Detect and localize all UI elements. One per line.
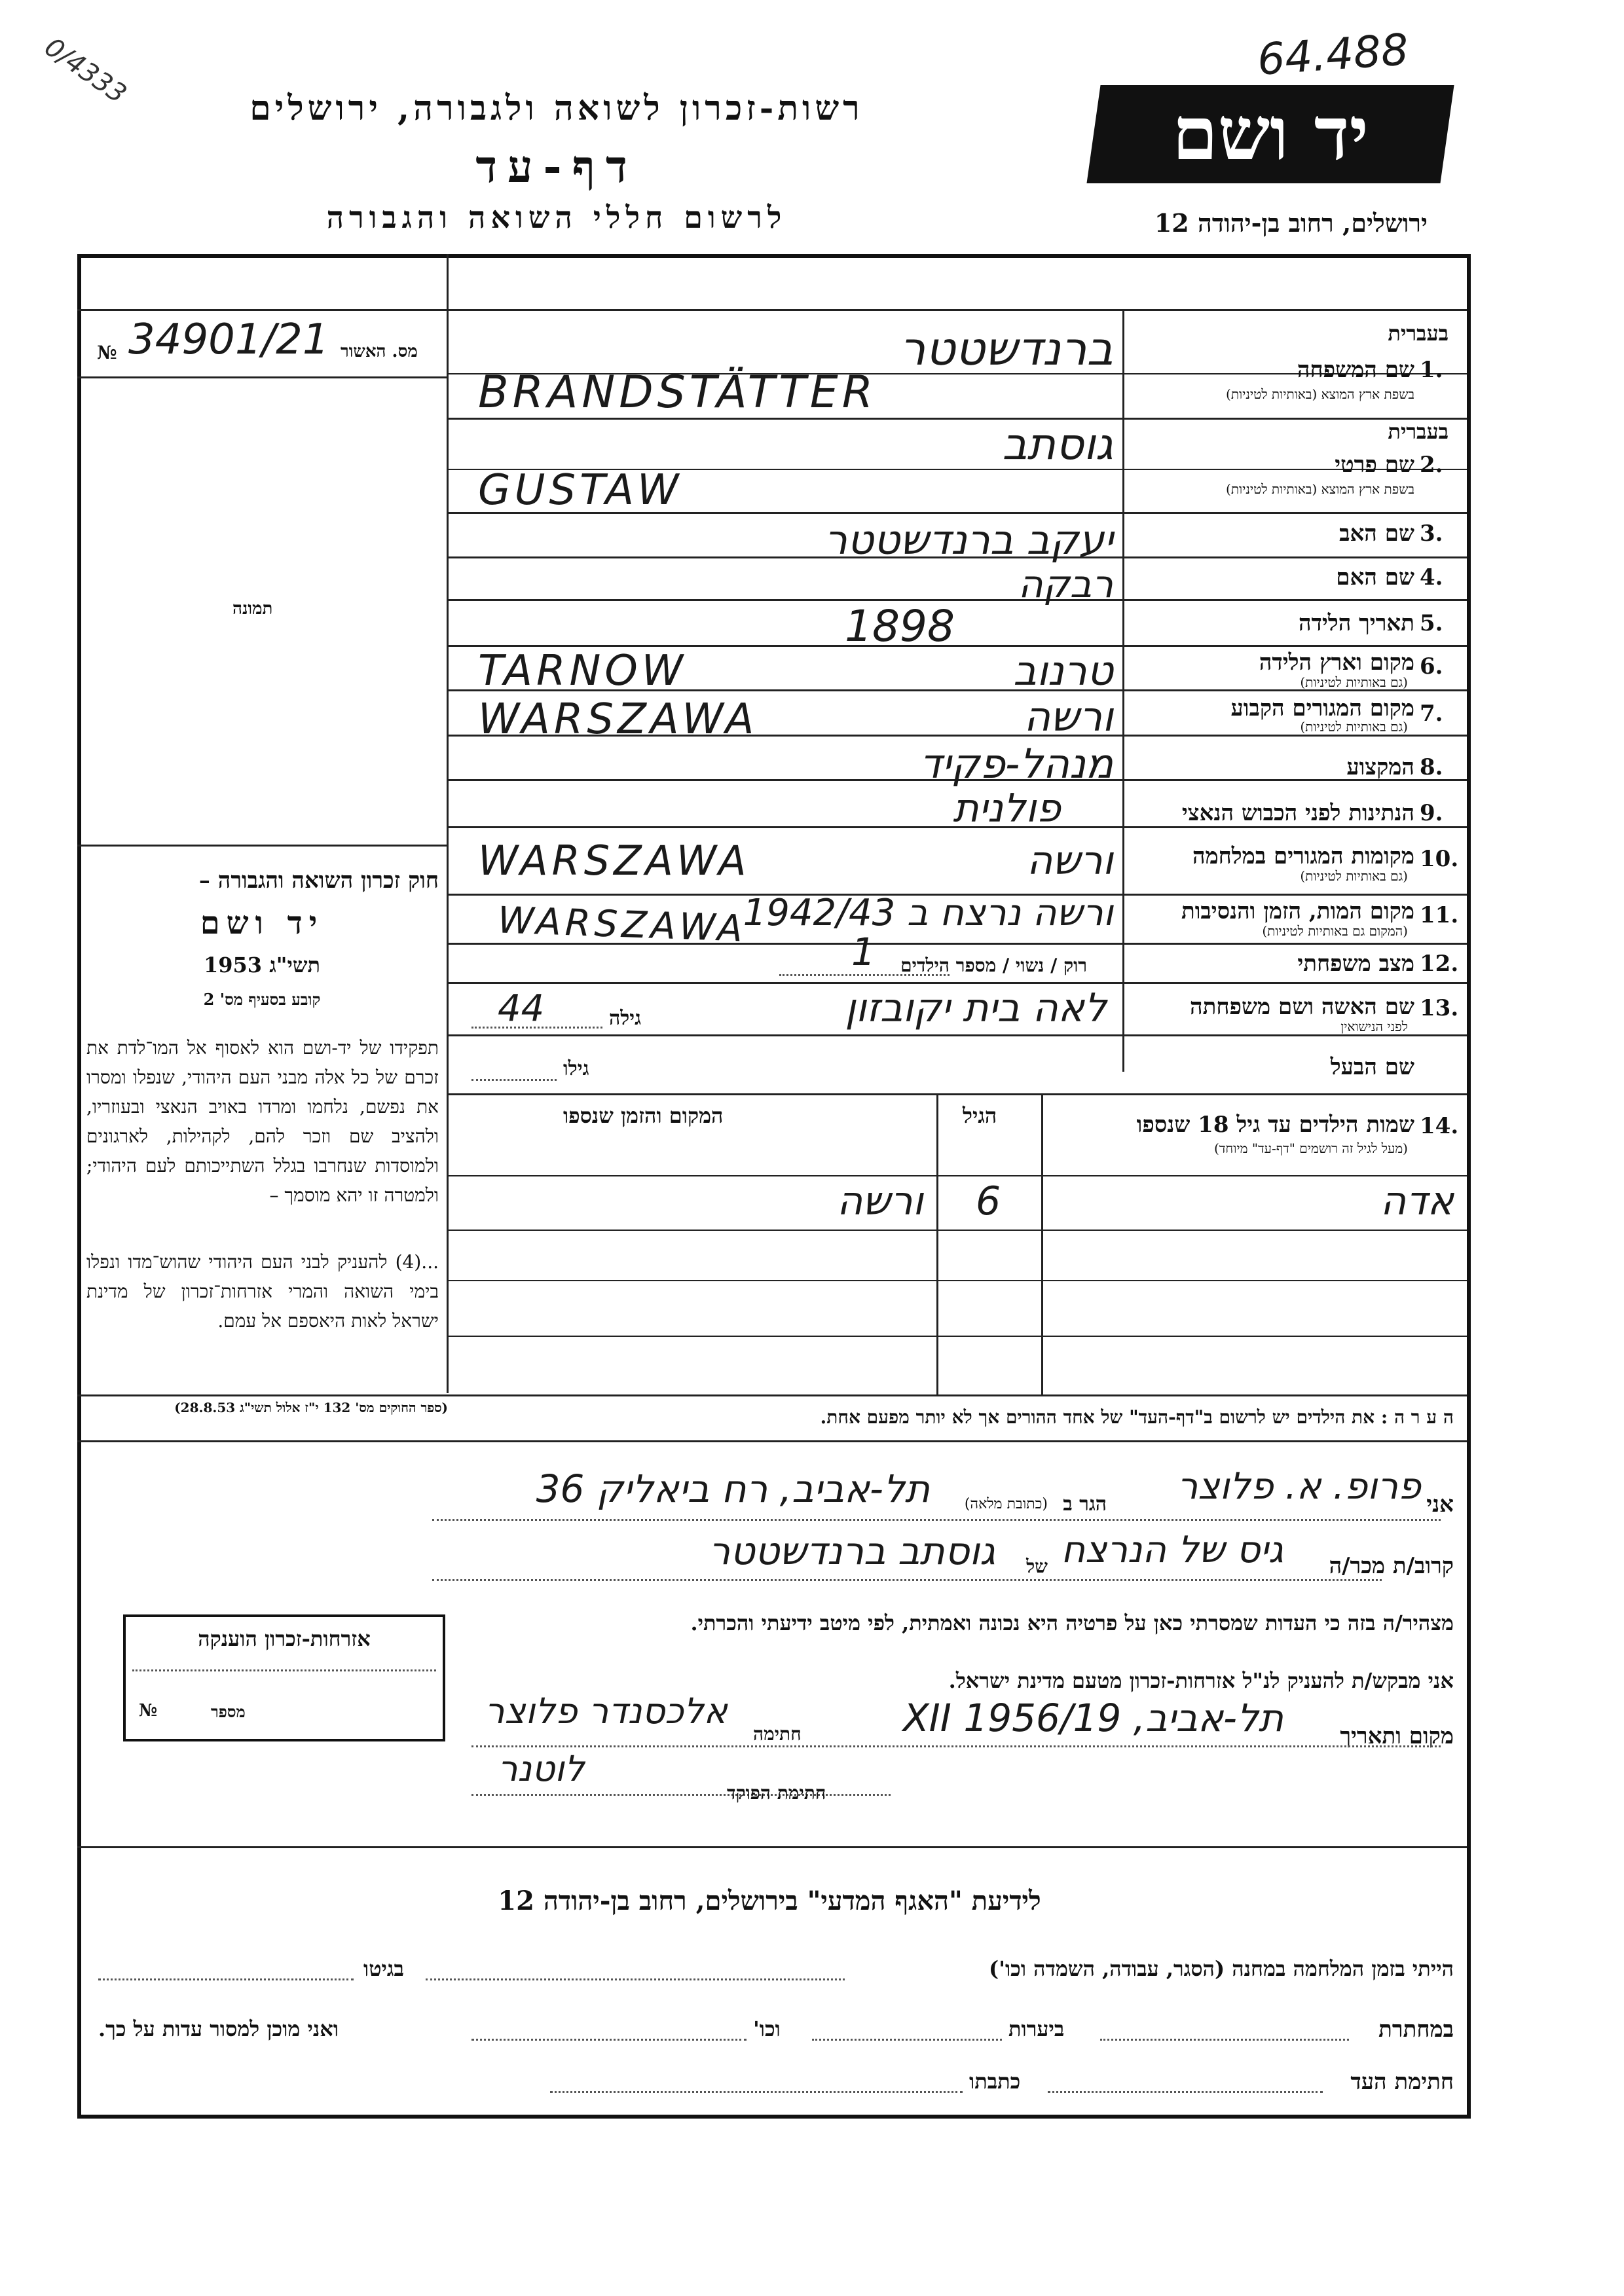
place-date-label: מקום ותאריך — [1340, 1723, 1454, 1749]
row6-number: 6. — [1420, 653, 1443, 680]
statement-request: אני מבקש/ת להעניק לנ"ל אזרחות-זכרון מטעם מדינת ישראל. — [948, 1668, 1454, 1693]
wartime-residence-latin: WARSZAWA — [478, 837, 750, 884]
row6-label: מקום וארץ הלידה — [1259, 649, 1414, 676]
officer-signature: לוטנר — [498, 1748, 585, 1789]
row10-number: 10. — [1420, 846, 1459, 872]
surname-hebrew: ברנדשטטר — [899, 322, 1113, 376]
row5-label: תאריך הלידה — [1298, 610, 1414, 636]
law-clause: קובע בסעיף מס' 2 — [203, 990, 321, 1009]
residence-hebrew: ורשה — [1024, 693, 1113, 740]
row5-number: 5. — [1420, 610, 1443, 636]
row11-number: 11. — [1420, 902, 1459, 928]
wartime-residence-hebrew: ורשה — [1027, 838, 1113, 884]
statement-truth: מצהיר/ה בזה כי העדות שמסרתי כאן על פרטיה היא נכונה ואמתית, לפי מיטב ידיעתי והכרתי. — [690, 1611, 1454, 1635]
row12-number: 12. — [1420, 951, 1459, 977]
declarant-address: תל-אביב, רח ביאליק 36 — [536, 1467, 930, 1511]
place-date-value: תל-אביב, 19/XII 1956 — [902, 1696, 1283, 1740]
row13-sublabel: לפני הנישואין — [1340, 1019, 1408, 1034]
relation-value: גיס של הנרצח — [1061, 1529, 1283, 1571]
row10-sublabel: (גם באותיות לטיניות) — [1300, 868, 1408, 884]
occupation: מנהל-פקיד — [919, 740, 1113, 788]
victim-name: גוסתב ברנדשטטר — [709, 1529, 995, 1573]
law-year: תשי"ג 1953 — [204, 953, 320, 977]
children-age-header: הגיל — [963, 1103, 997, 1128]
ready-label: ואני מוכן למסור עדות על כך. — [98, 2016, 339, 2041]
row12-label: מצב משפחתי — [1297, 951, 1414, 977]
ghetto-label: בגיטו — [363, 1956, 404, 1981]
residence-latin: WARSZAWA — [478, 695, 758, 744]
approval-number: 34901/21 — [128, 316, 329, 364]
document-subtitle: לרשום חללי השואה והגבורה — [326, 200, 787, 235]
death-details: ורשה נרצח ב 1942/43 — [743, 892, 1113, 934]
row14-label: שמות הילדים עד גיל 18 שנספו — [1136, 1112, 1414, 1138]
row2-number: 2. — [1420, 452, 1443, 478]
row11-label: מקום המות, הזמן והנסיבות — [1181, 898, 1414, 924]
signature-label: חתימה — [753, 1723, 802, 1745]
row6-sublabel: (גם באותיות לטיניות) — [1300, 674, 1408, 690]
corner-mark: 0/4333 — [39, 31, 132, 110]
declarant-i-label: אני — [1426, 1491, 1454, 1518]
footer-title: לידיעת "האגף המדעי" בירושלים, רחוב בן-יהודה 12 — [498, 1886, 1041, 1916]
row1-number: 1. — [1420, 357, 1443, 383]
birthplace-hebrew: טרנוב — [1013, 647, 1113, 695]
citizenship-number-prefix: № — [139, 1701, 158, 1721]
birth-date: 1898 — [845, 601, 955, 651]
nationality: פולנית — [953, 786, 1061, 831]
approval-label: מס. האשור — [341, 342, 418, 361]
row9-label: הנתינות לפני הכבוש הנאצי — [1181, 800, 1414, 826]
firstname-hebrew: גוסתב — [1002, 419, 1113, 469]
of-label: של — [1026, 1556, 1048, 1577]
row2-label: שם פרטי — [1335, 452, 1414, 478]
children-note: ה ע ר ה : את הילדים יש לרשום ב"דף-העד" של אחד ההורים אך לא יותר מפעם אחת. — [820, 1406, 1454, 1428]
approval-prefix: № — [97, 342, 117, 363]
row13-number: 13. — [1420, 995, 1459, 1021]
law-text-purpose: תפקידו של יד-ושם הוא לאסוף אל המו־לדת את זכרם של כל אלה מבני העם היהודי, שנפלו ומסרו את נפשם, נלחמו ומרדו באויב הנאצי ובעוזריו, ולהציב שם וזכר להם, לקהילות, לארגונים ולמוסדות שנחרבו בגלל השתייכותם לעם היהודי; ולמטרה זו יהא מוסמך – — [86, 1037, 439, 1206]
children-count: 1 — [851, 930, 876, 974]
officer-label: חתימת הפוקד — [727, 1782, 826, 1804]
marital-options: רוק / נשוי / מספר הילדים — [900, 955, 1087, 976]
hebrew-marker-2: בעברית — [1388, 419, 1449, 444]
row14-sublabel: (מעל לגיל זה רושמים "דף-עד" מיוחד) — [1214, 1140, 1408, 1156]
death-place-latin: WARSZAWA — [496, 899, 747, 951]
row2-sublabel: בשפת ארץ המוצא (באותיות לטיניות) — [1226, 481, 1414, 497]
row13-label: שם האשה ושם משפחתה — [1190, 994, 1414, 1020]
etc-label: וכו' — [753, 2016, 781, 2041]
law-title: חוק זכרון השואה והגבורה – — [198, 867, 439, 894]
header-address: ירושלים, רחוב בן-יהודה 12 — [1154, 208, 1428, 238]
authority-title: רשות-זכרון לשואה ולגבורה, ירושלים — [249, 88, 864, 128]
husband-label: שם הבעל — [1330, 1054, 1414, 1080]
yad-vashem-logo — [1086, 85, 1454, 183]
law-source: (ספר החוקים מס' 132 י"ז אלול תשי"ג 28.8.53) — [174, 1400, 448, 1415]
wife-age: 44 — [498, 987, 545, 1030]
row4-label: שם האם — [1336, 564, 1414, 591]
witness-address-label: כתבתו — [969, 2069, 1021, 2094]
child-age: 6 — [976, 1178, 1001, 1224]
declarant-name: פרופ. א. פלוצר — [1177, 1465, 1421, 1508]
row11-sublabel: (המקום גם באותיות לטיניות) — [1262, 923, 1408, 939]
birthplace-latin: TARNOW — [478, 647, 687, 695]
logo-text: יד ושם — [1172, 91, 1369, 177]
husband-age-label: גילו — [563, 1057, 589, 1080]
witness-label: חתימת העד — [1350, 2069, 1454, 2095]
row8-label: המקצוע — [1346, 754, 1414, 780]
declarant-signature: אלכסנדר פלוצר — [485, 1690, 728, 1732]
forests-label: ביערות — [1008, 2016, 1065, 2041]
wife-age-label: גילה — [609, 1007, 642, 1030]
mother-name: רבקה — [1018, 562, 1113, 606]
document-title: דף-עד — [475, 141, 638, 193]
row8-number: 8. — [1420, 754, 1443, 780]
father-name: יעקב ברנדשטטר — [824, 516, 1113, 564]
firstname-latin: GUSTAW — [478, 466, 683, 515]
row1-label: שם המשפחה — [1297, 357, 1414, 383]
row7-number: 7. — [1420, 701, 1443, 727]
row3-label: שם האב — [1339, 520, 1414, 547]
camp-label: הייתי בזמן המלחמה במחנה (הסגר, עבודה, השמדה וכו') — [989, 1956, 1454, 1981]
row7-label: מקום המגורים הקבוע — [1230, 695, 1414, 721]
law-text-citizenship: ...(4) להעניק לבני העם היהודי שהוש־מדו ונפלו בימי השואה והמרי אזרחות־זכרון של מדינת ישראל לאות היאספם אל עמם. — [86, 1251, 439, 1332]
surname-latin: BRANDSTÄTTER — [478, 367, 877, 418]
archive-number: 64.488 — [1255, 24, 1411, 85]
residing-label: הגר ב — [1063, 1493, 1107, 1516]
citizenship-title: אזרחות-זכרון הוענקה — [198, 1626, 371, 1651]
citizenship-number-label: מספר — [211, 1702, 246, 1721]
row14-number: 14. — [1420, 1113, 1459, 1139]
citizenship-box — [123, 1614, 445, 1741]
row1-sublabel: בשפת ארץ המוצא (באותיות לטיניות) — [1226, 386, 1414, 402]
child-name: אדה — [1380, 1178, 1454, 1224]
hebrew-marker-1: בעברית — [1388, 321, 1449, 346]
row3-number: 3. — [1420, 520, 1443, 547]
row10-label: מקומות המגורים במלחמה — [1192, 843, 1414, 869]
underground-label: במחתרת — [1378, 2016, 1454, 2043]
children-place-header: המקום והזמן שנספו — [563, 1103, 724, 1128]
row4-number: 4. — [1420, 564, 1443, 591]
wife-name: לאה בית יקובזון — [845, 985, 1107, 1031]
law-name: יד ושם — [200, 905, 324, 941]
row9-number: 9. — [1420, 800, 1443, 826]
relation-label: קרוב/ת מכר/ה — [1329, 1553, 1454, 1579]
child-place: ורשה — [837, 1178, 923, 1224]
photo-label: תמונה — [232, 599, 273, 619]
address-hint: (כתובת מלאה) — [964, 1496, 1048, 1512]
row7-sublabel: (גם באותיות לטיניות) — [1300, 719, 1408, 735]
